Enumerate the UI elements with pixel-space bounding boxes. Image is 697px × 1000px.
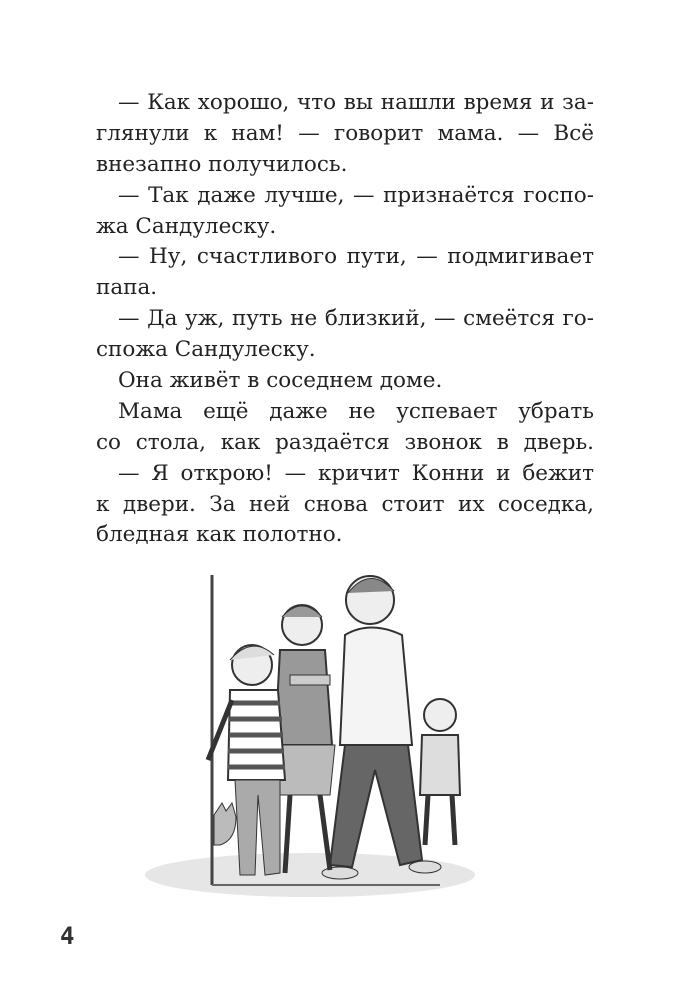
text-line: — Да уж, путь не близкий, — смеётся го- (118, 306, 594, 332)
text-line: глянули к нам! — говорит мама. — Всё (96, 120, 594, 146)
text-line: — Ну, счастливого пути, — подмигивает (118, 244, 594, 270)
text-line: внезапно получилось. (96, 151, 348, 177)
text-line: — Так даже лучше, — признаётся госпо- (118, 182, 594, 208)
text-line: папа. (96, 275, 158, 301)
text-line: бледная как полотно. (96, 522, 343, 548)
text-line: спожа Сандулеску. (96, 337, 316, 363)
family-illustration (140, 555, 480, 900)
text-line: Мама ещё даже не успевает убрать (118, 398, 594, 424)
text-line: — Как хорошо, что вы нашли время и за- (118, 90, 594, 115)
text-line: со стола, как раздаётся звонок в дверь. (96, 429, 594, 455)
text-line: жа Сандулеску. (96, 213, 277, 239)
text-line: Она живёт в соседнем доме. (118, 368, 443, 394)
body-text (96, 88, 594, 551)
page-number: 4 (60, 922, 75, 950)
text-line: — Я открою! — кричит Конни и бежит (118, 460, 594, 486)
text-line: к двери. За ней снова стоит их соседка, (96, 491, 594, 517)
